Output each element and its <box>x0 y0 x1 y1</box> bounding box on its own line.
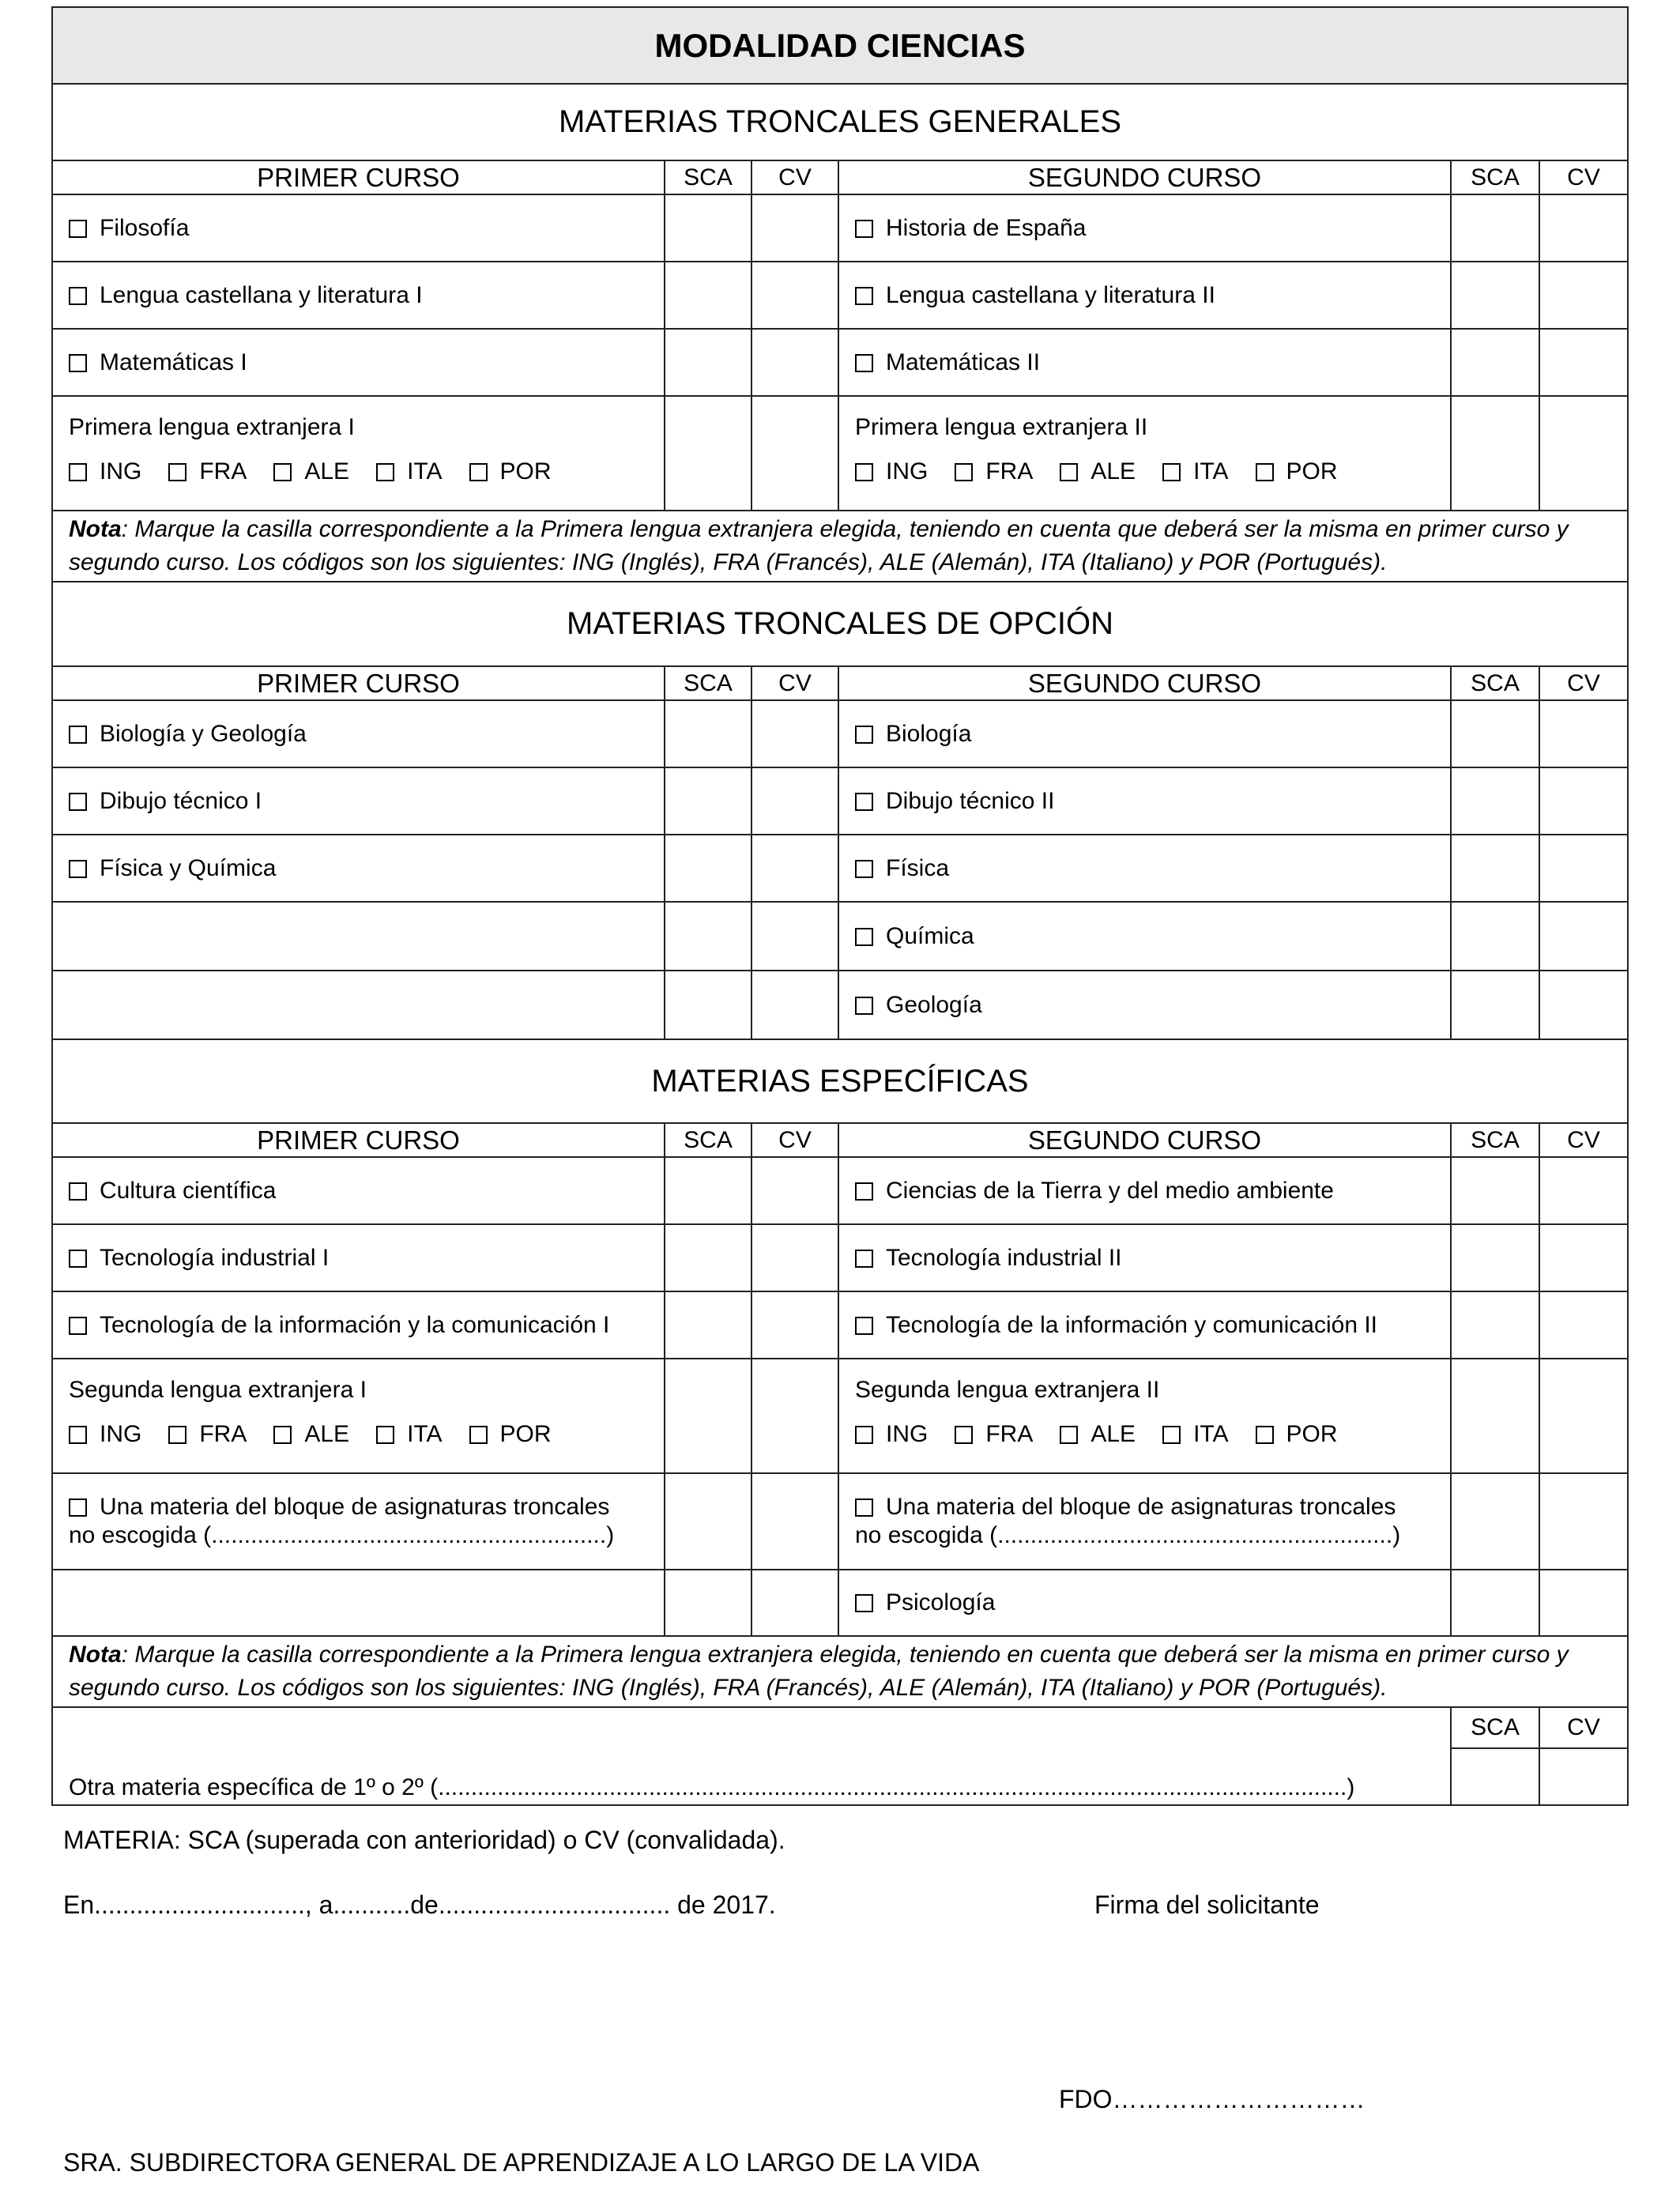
primera-lengua-2-label: ITA <box>1193 458 1229 484</box>
primera-lengua-1-ing-checkbox[interactable] <box>69 463 87 481</box>
cv-cell[interactable] <box>1539 1570 1628 1636</box>
cv-cell[interactable] <box>751 767 838 835</box>
subject-second-year-checkbox[interactable] <box>855 287 873 305</box>
segunda-lengua-1-option-ale[interactable] <box>273 1421 349 1448</box>
subject-label: Matemáticas I <box>100 349 247 375</box>
sca-cell[interactable] <box>1451 971 1539 1039</box>
sca-cell[interactable] <box>665 329 751 396</box>
subject-first-year[interactable] <box>52 262 665 329</box>
subject-second-year-checkbox[interactable] <box>855 860 873 878</box>
segunda-lengua-2-option-ale[interactable] <box>1060 1421 1136 1448</box>
subject-second-year-checkbox[interactable] <box>855 354 873 372</box>
subjects-table <box>51 6 1629 1806</box>
segunda-lengua-2-option-ing[interactable] <box>855 1421 928 1448</box>
primera-lengua-first-year <box>52 396 665 511</box>
segunda-lengua-1-label: POR <box>499 1421 552 1447</box>
segunda-lengua-2-ing-checkbox[interactable] <box>855 1426 873 1444</box>
subject-label: Historia de España <box>886 214 1087 241</box>
segunda-lengua-1-option-ing[interactable] <box>69 1421 141 1448</box>
segunda-lengua-1-label: FRA <box>199 1421 247 1447</box>
sca-cell[interactable] <box>1451 1157 1539 1224</box>
cv-header: CV <box>751 666 838 700</box>
subject-second-year[interactable] <box>838 971 1451 1039</box>
subject-second-year[interactable] <box>838 902 1451 971</box>
subject-first-year[interactable] <box>52 329 665 396</box>
cv-cell[interactable] <box>1539 835 1628 902</box>
sca-cell[interactable] <box>665 194 751 262</box>
segunda-lengua-2-label: POR <box>1286 1421 1338 1447</box>
primera-lengua-2-option-fra[interactable] <box>955 458 1033 485</box>
subject-first-year[interactable] <box>52 767 665 835</box>
sca-header: SCA <box>1451 1123 1539 1157</box>
subject-second-year[interactable] <box>838 1291 1451 1359</box>
primera-lengua-1-option-por[interactable] <box>469 458 552 485</box>
sca-cell[interactable] <box>1451 835 1539 902</box>
subject-label: Dibujo técnico I <box>100 787 262 814</box>
subject-first-year-checkbox[interactable] <box>69 354 87 372</box>
sca-cell[interactable] <box>665 1570 751 1636</box>
cv-cell[interactable] <box>751 1224 838 1291</box>
troncal-line1: Una materia del bloque de asignaturas troncales <box>886 1494 1396 1520</box>
primera-lengua-2-ing-checkbox[interactable] <box>855 463 873 481</box>
sca-header: SCA <box>665 160 751 194</box>
sca-cell[interactable] <box>1451 329 1539 396</box>
psicologia-checkbox[interactable] <box>855 1594 873 1612</box>
modality-title: MODALIDAD CIENCIAS <box>52 7 1628 84</box>
primera-lengua-2-label: ING <box>886 458 929 484</box>
subject-first-year[interactable] <box>52 194 665 262</box>
primera-lengua-1-option-ale[interactable] <box>273 458 349 485</box>
cv-cell[interactable] <box>751 1157 838 1224</box>
section-title: MATERIAS ESPECÍFICAS <box>52 1039 1628 1123</box>
otra-materia-label: Otra materia específica de 1º o 2º (..........................................................................................................................................) <box>69 1774 1355 1800</box>
cv-header: CV <box>751 160 838 194</box>
subject-second-year-checkbox[interactable] <box>855 997 873 1015</box>
sca-cell[interactable] <box>665 396 751 511</box>
primera-lengua-1-option-fra[interactable] <box>168 458 247 485</box>
sca-cell[interactable] <box>665 971 751 1039</box>
sca-cell[interactable] <box>665 1157 751 1224</box>
subject-first-year-checkbox[interactable] <box>69 1250 87 1268</box>
subject-label: Psicología <box>886 1589 996 1615</box>
cv-cell[interactable] <box>1539 1748 1628 1805</box>
subject-first-year-checkbox[interactable] <box>69 1182 87 1201</box>
sca-cell[interactable] <box>665 835 751 902</box>
application-form <box>51 6 1627 1806</box>
cv-cell[interactable] <box>751 1291 838 1359</box>
subject-first-year-checkbox[interactable] <box>69 1317 87 1335</box>
segunda-lengua-second-year <box>838 1359 1451 1473</box>
troncal-no-escogida-first[interactable] <box>52 1473 665 1570</box>
cv-cell[interactable] <box>1539 262 1628 329</box>
segundo-curso-header: SEGUNDO CURSO <box>838 666 1451 700</box>
sca-cell[interactable] <box>665 1291 751 1359</box>
section-title: MATERIAS TRONCALES GENERALES <box>52 84 1628 160</box>
subject-label: Biología <box>886 720 972 747</box>
troncal-line2: no escogida (............................................................) <box>69 1522 615 1548</box>
subject-label: Filosofía <box>100 214 190 241</box>
segunda-lengua-2-por-checkbox[interactable] <box>1256 1426 1274 1444</box>
subject-second-year-checkbox[interactable] <box>855 928 873 946</box>
otra-materia[interactable] <box>52 1707 1451 1805</box>
segunda-lengua-2-option-por[interactable] <box>1256 1421 1338 1448</box>
subject-first-year[interactable] <box>52 1157 665 1224</box>
troncal-line1: Una materia del bloque de asignaturas troncales <box>100 1494 610 1520</box>
segunda-lengua-2-label: FRA <box>985 1421 1034 1447</box>
note <box>52 511 1628 582</box>
subject-label: Dibujo técnico II <box>886 787 1055 814</box>
subject-label: Química <box>886 922 974 949</box>
sca-cell[interactable] <box>665 262 751 329</box>
segunda-lengua-2-option-fra[interactable] <box>955 1421 1033 1448</box>
troncal-second-checkbox[interactable] <box>855 1498 873 1517</box>
legend-text: MATERIA: SCA (superada con anterioridad) o CV (convalidada). <box>63 1826 785 1854</box>
primer-curso-header: PRIMER CURSO <box>52 160 665 194</box>
sca-cell[interactable] <box>665 1224 751 1291</box>
segunda-lengua-first-year <box>52 1359 665 1473</box>
sca-cell[interactable] <box>1451 1291 1539 1359</box>
signature-label: Firma del solicitante <box>1094 1891 1320 1919</box>
subject-second-year[interactable] <box>838 835 1451 902</box>
sca-cell[interactable] <box>1451 1473 1539 1570</box>
subject-label: Geología <box>886 991 982 1018</box>
note-label: Nota <box>69 1642 122 1668</box>
sca-header: SCA <box>1451 666 1539 700</box>
cv-cell[interactable] <box>1539 194 1628 262</box>
segunda-lengua-1-fra-checkbox[interactable] <box>168 1426 186 1444</box>
primera-lengua-1-label: ALE <box>304 458 350 484</box>
primera-lengua-1-label: POR <box>499 458 552 484</box>
primera-lengua-2-option-por[interactable] <box>1256 458 1338 485</box>
cv-header: CV <box>1539 1707 1628 1748</box>
segunda-lengua-1-option-ita[interactable] <box>376 1421 442 1448</box>
primera-lengua-1-por-checkbox[interactable] <box>469 463 488 481</box>
segunda-lengua-2-option-ita[interactable] <box>1162 1421 1228 1448</box>
lang-title: Primera lengua extranjera I <box>69 414 355 440</box>
sca-cell[interactable] <box>1451 262 1539 329</box>
primera-lengua-1-option-ita[interactable] <box>376 458 442 485</box>
cv-cell[interactable] <box>751 262 838 329</box>
subject-second-year[interactable] <box>838 1157 1451 1224</box>
cv-cell[interactable] <box>1539 1291 1628 1359</box>
cv-cell[interactable] <box>751 1473 838 1570</box>
lang-title: Segunda lengua extranjera II <box>855 1377 1160 1403</box>
segunda-lengua-2-ale-checkbox[interactable] <box>1060 1426 1078 1444</box>
cv-cell[interactable] <box>1539 767 1628 835</box>
subject-label: Tecnología de la información y la comunicación I <box>100 1311 610 1338</box>
primera-lengua-2-label: ALE <box>1090 458 1136 484</box>
cv-cell[interactable] <box>751 971 838 1039</box>
cv-cell[interactable] <box>751 902 838 971</box>
subject-label: Física y Química <box>100 854 277 881</box>
primera-lengua-2-label: POR <box>1286 458 1338 484</box>
sca-header: SCA <box>1451 160 1539 194</box>
segunda-lengua-1-label: ALE <box>304 1421 350 1447</box>
segunda-lengua-1-option-fra[interactable] <box>168 1421 247 1448</box>
primera-lengua-1-ale-checkbox[interactable] <box>273 463 292 481</box>
sca-header: SCA <box>665 1123 751 1157</box>
segunda-lengua-2-label: ITA <box>1193 1421 1229 1447</box>
note <box>52 1636 1628 1707</box>
subject-second-year[interactable] <box>838 194 1451 262</box>
primera-lengua-2-fra-checkbox[interactable] <box>955 463 973 481</box>
cv-cell[interactable] <box>751 835 838 902</box>
subject-psicologia[interactable] <box>838 1570 1451 1636</box>
subject-label: Física <box>886 854 950 881</box>
place-date-line: En.............................., a...........de................................. de 2017. <box>63 1891 776 1919</box>
note-label: Nota <box>69 516 122 542</box>
cv-cell[interactable] <box>1539 1473 1628 1570</box>
primera-lengua-2-label: FRA <box>985 458 1034 484</box>
subject-first-year[interactable] <box>52 1291 665 1359</box>
subject-second-year[interactable] <box>838 1224 1451 1291</box>
lang-title: Segunda lengua extranjera I <box>69 1377 367 1403</box>
sca-header: SCA <box>1451 1707 1539 1748</box>
signature-line: FDO………………………… <box>1059 2085 1365 2113</box>
sca-cell[interactable] <box>665 1359 751 1473</box>
primera-lengua-1-fra-checkbox[interactable] <box>168 463 186 481</box>
segunda-lengua-2-fra-checkbox[interactable] <box>955 1426 973 1444</box>
cv-header: CV <box>1539 1123 1628 1157</box>
subject-label: Ciencias de la Tierra y del medio ambiente <box>886 1177 1334 1204</box>
sca-header: SCA <box>665 666 751 700</box>
subject-label: Lengua castellana y literatura I <box>100 281 423 308</box>
sca-cell[interactable] <box>665 767 751 835</box>
sca-cell[interactable] <box>1451 1570 1539 1636</box>
subject-second-year[interactable] <box>838 329 1451 396</box>
primera-lengua-1-label: ING <box>100 458 142 484</box>
sca-cell[interactable] <box>1451 1359 1539 1473</box>
primer-curso-header: PRIMER CURSO <box>52 1123 665 1157</box>
cv-cell[interactable] <box>751 329 838 396</box>
cv-cell[interactable] <box>1539 700 1628 767</box>
cv-header: CV <box>751 1123 838 1157</box>
subject-first-year-checkbox[interactable] <box>69 793 87 811</box>
section-title: MATERIAS TRONCALES DE OPCIÓN <box>52 582 1628 666</box>
sca-cell[interactable] <box>1451 700 1539 767</box>
cv-cell[interactable] <box>1539 902 1628 971</box>
subject-first-year[interactable] <box>52 700 665 767</box>
primera-lengua-2-por-checkbox[interactable] <box>1256 463 1274 481</box>
segunda-lengua-1-ita-checkbox[interactable] <box>376 1426 394 1444</box>
sca-cell[interactable] <box>665 700 751 767</box>
empty-cell <box>52 902 665 971</box>
primera-lengua-1-ita-checkbox[interactable] <box>376 463 394 481</box>
segundo-curso-header: SEGUNDO CURSO <box>838 1123 1451 1157</box>
cv-cell[interactable] <box>751 1570 838 1636</box>
sca-cell[interactable] <box>1451 194 1539 262</box>
cv-cell[interactable] <box>1539 1359 1628 1473</box>
primera-lengua-1-label: FRA <box>199 458 247 484</box>
subject-first-year[interactable] <box>52 1224 665 1291</box>
segunda-lengua-1-option-por[interactable] <box>469 1421 552 1448</box>
subject-label: Tecnología de la información y comunicación II <box>886 1311 1378 1338</box>
primera-lengua-2-ita-checkbox[interactable] <box>1162 463 1181 481</box>
addressee: SRA. SUBDIRECTORA GENERAL DE APRENDIZAJE A LO LARGO DE LA VIDA <box>63 2148 980 2177</box>
note-text: : Marque la casilla correspondiente a la Primera lengua extranjera elegida, teniendo en cuenta que deberá ser la misma en primer curso y segundo curso. Los códigos son los siguientes: ING (Inglés), FRA (Francés), ALE (Alemán), ITA (Italiano) y POR (Portugués). <box>69 516 1569 575</box>
subject-second-year-checkbox[interactable] <box>855 1317 873 1335</box>
cv-cell[interactable] <box>751 396 838 511</box>
subject-first-year-checkbox[interactable] <box>69 726 87 744</box>
primera-lengua-2-option-ita[interactable] <box>1162 458 1228 485</box>
primera-lengua-1-option-ing[interactable] <box>69 458 141 485</box>
subject-label: Biología y Geología <box>100 720 307 747</box>
subject-second-year-checkbox[interactable] <box>855 793 873 811</box>
segunda-lengua-2-label: ALE <box>1090 1421 1136 1447</box>
troncal-no-escogida-second[interactable] <box>838 1473 1451 1570</box>
sca-cell[interactable] <box>1451 767 1539 835</box>
subject-label: Tecnología industrial I <box>100 1244 330 1271</box>
primera-lengua-2-ale-checkbox[interactable] <box>1060 463 1078 481</box>
subject-first-year[interactable] <box>52 835 665 902</box>
subject-second-year[interactable] <box>838 767 1451 835</box>
subject-first-year-checkbox[interactable] <box>69 220 87 238</box>
subject-second-year[interactable] <box>838 700 1451 767</box>
subject-first-year-checkbox[interactable] <box>69 287 87 305</box>
subject-label: Cultura científica <box>100 1177 277 1204</box>
troncal-first-checkbox[interactable] <box>69 1498 87 1517</box>
subject-label: Matemáticas II <box>886 349 1041 375</box>
subject-second-year-checkbox[interactable] <box>855 1250 873 1268</box>
cv-cell[interactable] <box>1539 329 1628 396</box>
cv-header: CV <box>1539 666 1628 700</box>
primera-lengua-1-label: ITA <box>407 458 443 484</box>
segunda-lengua-1-label: ING <box>100 1421 142 1447</box>
primera-lengua-2-option-ing[interactable] <box>855 458 928 485</box>
subject-second-year[interactable] <box>838 262 1451 329</box>
cv-header: CV <box>1539 160 1628 194</box>
troncal-line2: no escogida (............................................................) <box>855 1522 1401 1548</box>
segunda-lengua-2-label: ING <box>886 1421 929 1447</box>
subject-second-year-checkbox[interactable] <box>855 220 873 238</box>
segunda-lengua-1-ing-checkbox[interactable] <box>69 1426 87 1444</box>
subject-second-year-checkbox[interactable] <box>855 726 873 744</box>
sca-cell[interactable] <box>1451 902 1539 971</box>
lang-title: Primera lengua extranjera II <box>855 414 1148 440</box>
subject-label: Lengua castellana y literatura II <box>886 281 1215 308</box>
sca-cell[interactable] <box>1451 396 1539 511</box>
segunda-lengua-2-ita-checkbox[interactable] <box>1162 1426 1181 1444</box>
cv-cell[interactable] <box>1539 971 1628 1039</box>
cv-cell[interactable] <box>751 700 838 767</box>
segunda-lengua-1-label: ITA <box>407 1421 443 1447</box>
primera-lengua-2-option-ale[interactable] <box>1060 458 1136 485</box>
primera-lengua-second-year <box>838 396 1451 511</box>
sca-cell[interactable] <box>665 1473 751 1570</box>
cv-cell[interactable] <box>751 1359 838 1473</box>
primer-curso-header: PRIMER CURSO <box>52 666 665 700</box>
cv-cell[interactable] <box>1539 396 1628 511</box>
cv-cell[interactable] <box>1539 1157 1628 1224</box>
empty-cell <box>52 971 665 1039</box>
subject-second-year-checkbox[interactable] <box>855 1182 873 1201</box>
cv-cell[interactable] <box>751 194 838 262</box>
segundo-curso-header: SEGUNDO CURSO <box>838 160 1451 194</box>
subject-label: Tecnología industrial II <box>886 1244 1122 1271</box>
sca-cell[interactable] <box>1451 1748 1539 1805</box>
sca-cell[interactable] <box>665 902 751 971</box>
subject-first-year-checkbox[interactable] <box>69 860 87 878</box>
cv-cell[interactable] <box>1539 1224 1628 1291</box>
segunda-lengua-1-por-checkbox[interactable] <box>469 1426 488 1444</box>
note-text: : Marque la casilla correspondiente a la Primera lengua extranjera elegida, teniendo en cuenta que deberá ser la misma en primer curso y segundo curso. Los códigos son los siguientes: ING (Inglés), FRA (Francés), ALE (Alemán), ITA (Italiano) y POR (Portugués). <box>69 1642 1569 1701</box>
empty-cell <box>52 1570 665 1636</box>
segunda-lengua-1-ale-checkbox[interactable] <box>273 1426 292 1444</box>
sca-cell[interactable] <box>1451 1224 1539 1291</box>
